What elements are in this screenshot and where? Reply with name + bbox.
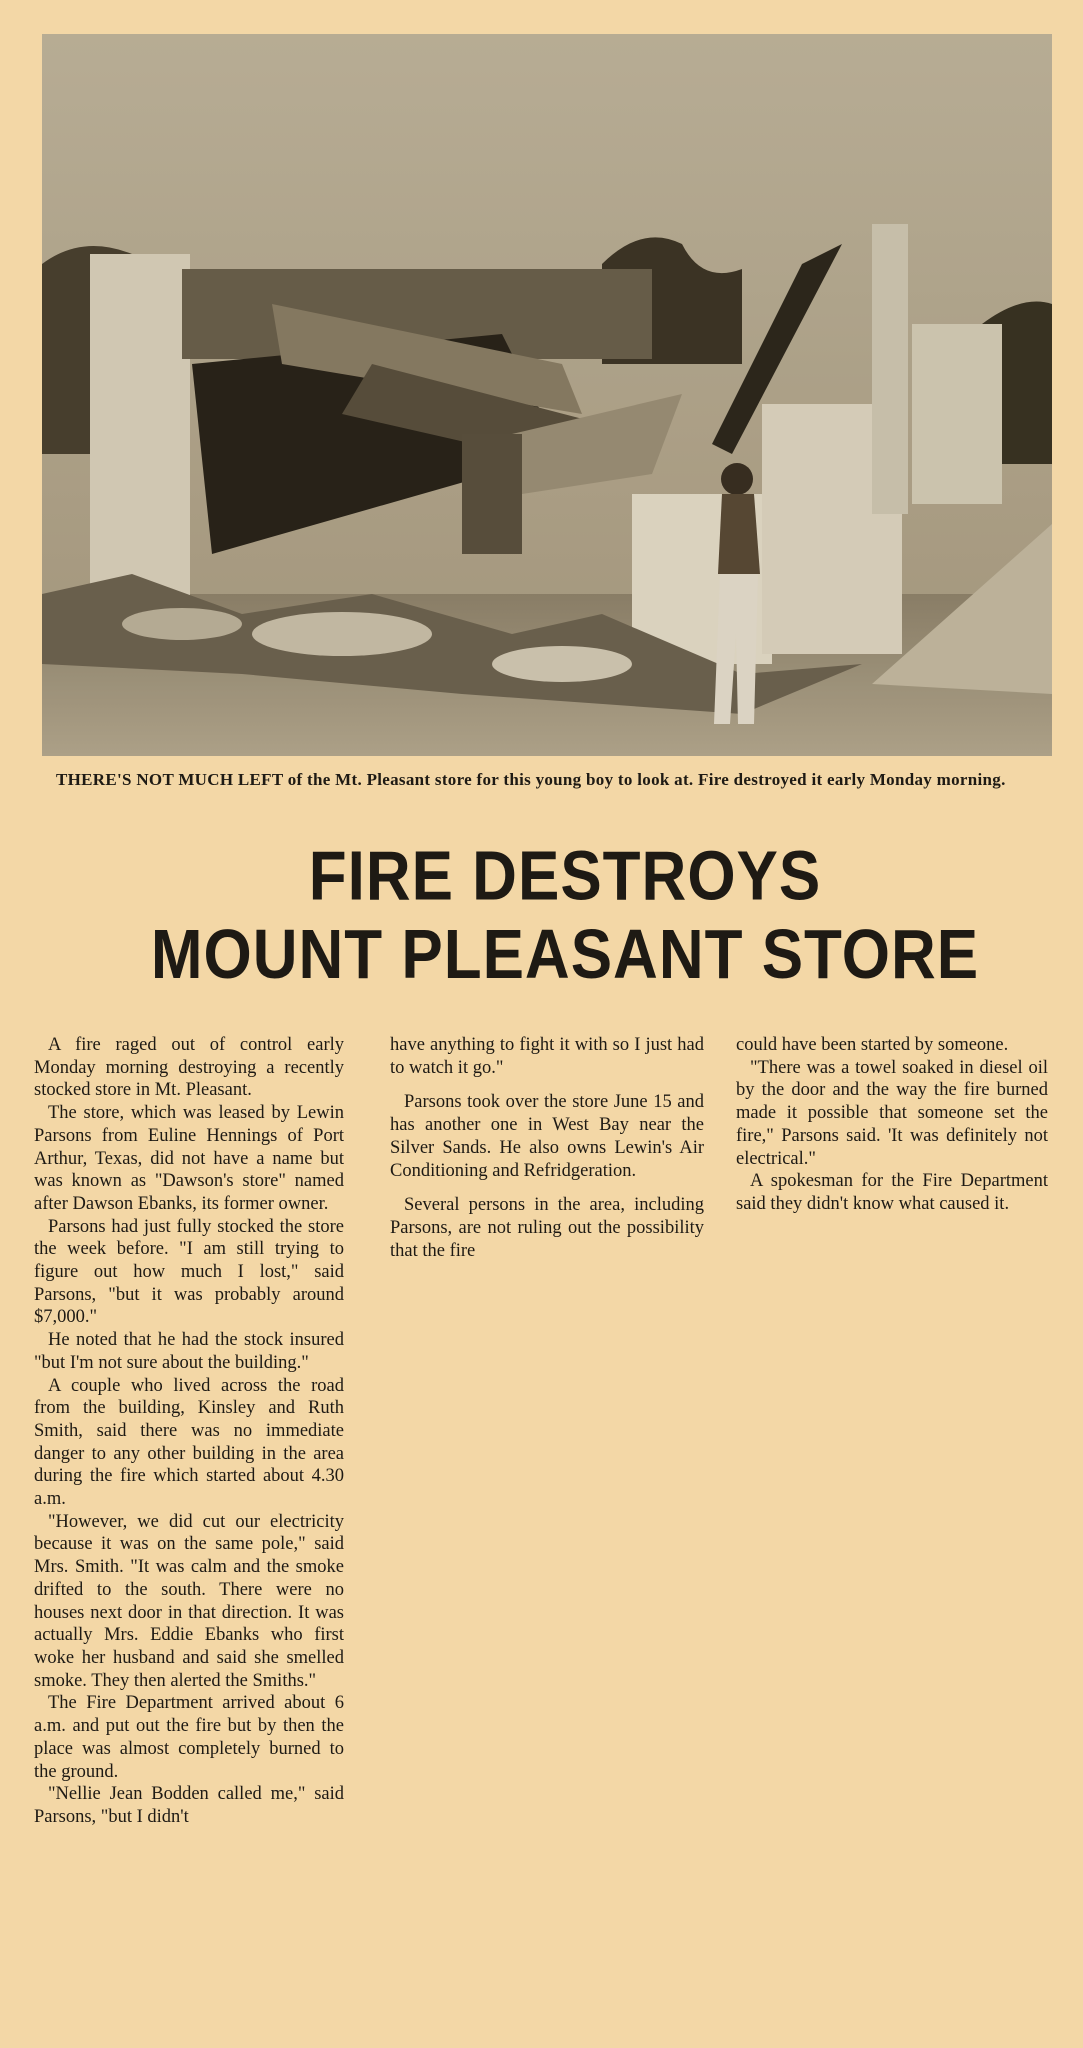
photo-caption: THERE'S NOT MUCH LEFT of the Mt. Pleasant store for this young boy to look at. Fire destroyed it early Monday morning. [56,770,1006,789]
paragraph: Parsons had just fully stocked the store the week before. "I am still trying to figure out how much I lost," said Parsons, "but it was probably around $7,000." [34,1216,344,1328]
paragraph: The store, which was leased by Lewin Parsons from Euline Hennings of Port Arthur, Texas, did not have a name but was known as "Dawson's store" named after Dawson Ebanks, its former owner. [34,1103,344,1214]
article-column-2 [390,1034,704,1262]
paragraph: "There was a towel soaked in diesel oil by the door and the way the fire burned made it possible that someone set the fire," Parsons said. 'It was definitely not electrical." [736,1057,1048,1169]
paragraph: "Nellie Jean Bodden called me," said Parsons, "but I didn't [34,1784,344,1827]
paragraph: have anything to fight it with so I just had to watch it go." [390,1035,704,1078]
paragraph: He noted that he had the stock insured "but I'm not sure about the building." [34,1330,344,1373]
news-photo [42,34,1052,756]
headline-line-1: FIRE DESTROYS [308,838,822,916]
paragraph: Parsons took over the store June 15 and has another one in West Bay near the Silver Sands. He also owns Lewin's Air Conditioning and Refridgeration. [390,1092,704,1181]
paragraph: could have been started by someone. [736,1035,1009,1055]
headline [100,838,1030,995]
burned-building-photo [42,34,1052,756]
article-column-1 [34,1034,344,1829]
paragraph: A spokesman for the Fire Department said they didn't know what caused it. [736,1171,1048,1214]
headline-line-2: MOUNT PLEASANT STORE [150,916,980,994]
paragraph: The Fire Department arrived about 6 a.m. and put out the fire but by then the place was almost completely burned to the ground. [34,1693,344,1782]
paragraph: A fire raged out of control early Monday morning destroying a recently stocked store in Mt. Pleasant. [34,1035,344,1101]
paragraph: Several persons in the area, including Parsons, are not ruling out the possibility that the fire [390,1195,704,1261]
paragraph: "However, we did cut our electricity because it was on the same pole," said Mrs. Smith. "It was calm and the smoke drifted to the south. There were no houses next door in that direction. It was actually Mrs. Eddie Ebanks who first woke her husband and said she smelled smoke. They then alerted the Smiths." [34,1511,344,1691]
article-column-3 [736,1034,1048,1216]
paragraph: A couple who lived across the road from the building, Kinsley and Ruth Smith, said there was no immediate danger to any other building in the area during the fire which started about 4.30 a.m. [34,1375,344,1510]
